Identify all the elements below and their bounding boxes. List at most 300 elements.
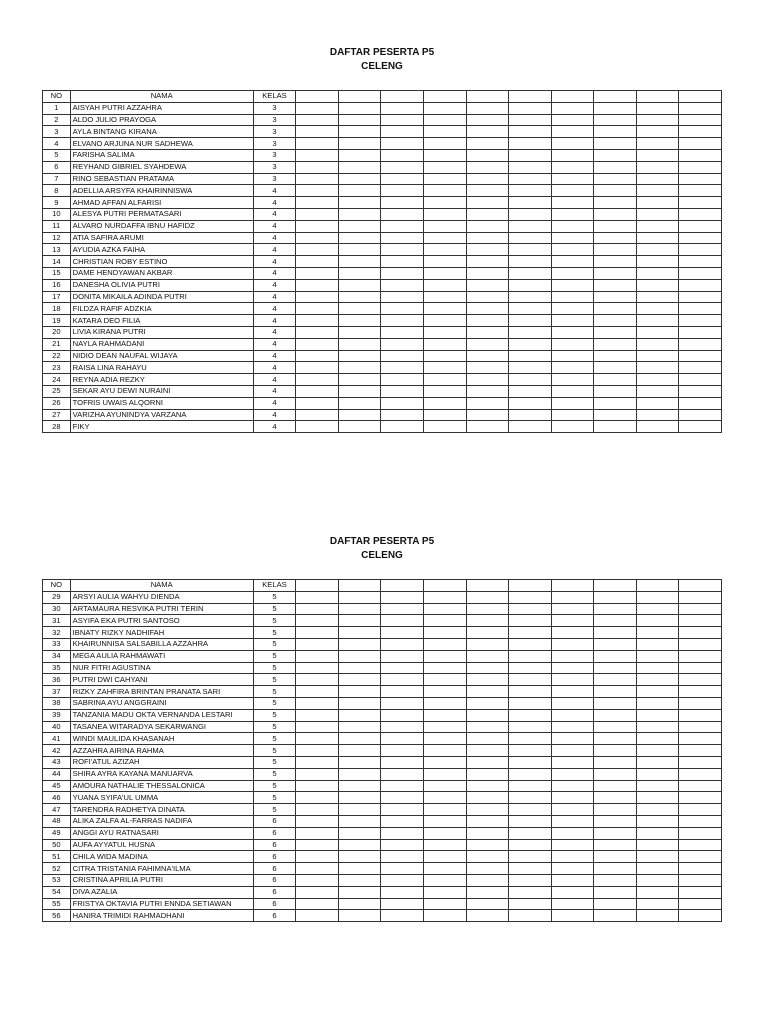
empty-cell (466, 220, 509, 232)
table-row (43, 385, 722, 397)
class-grade: 4 (253, 326, 296, 338)
table-row (43, 256, 722, 268)
participant-name: FRISTYA OKTAVIA PUTRI ENNDA SETIAWAN (70, 898, 253, 910)
header-empty (594, 580, 637, 592)
empty-cell (423, 220, 466, 232)
empty-cell (466, 638, 509, 650)
empty-cell (679, 173, 722, 185)
empty-cell (509, 697, 552, 709)
empty-cell (423, 421, 466, 433)
empty-cell (381, 279, 424, 291)
table-row (43, 627, 722, 639)
empty-cell (636, 638, 679, 650)
empty-cell (296, 315, 339, 327)
row-number: 9 (43, 197, 71, 209)
empty-cell (551, 697, 594, 709)
table-row (43, 138, 722, 150)
empty-cell (594, 839, 637, 851)
table-row (43, 863, 722, 875)
empty-cell (679, 409, 722, 421)
empty-cell (381, 102, 424, 114)
empty-cell (636, 863, 679, 875)
class-grade: 5 (253, 697, 296, 709)
participant-name: SEKAR AYU DEWI NURAINI (70, 385, 253, 397)
row-number: 35 (43, 662, 71, 674)
empty-cell (466, 244, 509, 256)
empty-cell (509, 291, 552, 303)
empty-cell (296, 638, 339, 650)
empty-cell (296, 326, 339, 338)
table-row (43, 721, 722, 733)
header-empty (636, 580, 679, 592)
empty-cell (636, 721, 679, 733)
class-grade: 4 (253, 197, 296, 209)
empty-cell (551, 197, 594, 209)
empty-cell (296, 709, 339, 721)
row-number: 31 (43, 615, 71, 627)
class-grade: 5 (253, 615, 296, 627)
empty-cell (551, 374, 594, 386)
class-grade: 3 (253, 126, 296, 138)
participant-name: FARISHA SALIMA (70, 149, 253, 161)
empty-cell (296, 385, 339, 397)
class-grade: 6 (253, 886, 296, 898)
empty-cell (679, 102, 722, 114)
empty-cell (466, 267, 509, 279)
participant-name: FILDZA RAFIF ADZKIA (70, 303, 253, 315)
empty-cell (466, 291, 509, 303)
empty-cell (423, 185, 466, 197)
class-grade: 5 (253, 674, 296, 686)
empty-cell (551, 910, 594, 922)
empty-cell (551, 114, 594, 126)
empty-cell (636, 898, 679, 910)
empty-cell (679, 114, 722, 126)
empty-cell (466, 756, 509, 768)
empty-cell (594, 397, 637, 409)
table-row (43, 851, 722, 863)
empty-cell (466, 197, 509, 209)
empty-cell (551, 603, 594, 615)
empty-cell (594, 851, 637, 863)
empty-cell (296, 291, 339, 303)
empty-cell (296, 815, 339, 827)
row-number: 52 (43, 863, 71, 875)
empty-cell (423, 374, 466, 386)
empty-cell (551, 326, 594, 338)
empty-cell (636, 385, 679, 397)
header-empty (296, 580, 339, 592)
empty-cell (509, 326, 552, 338)
empty-cell (679, 126, 722, 138)
table-row (43, 161, 722, 173)
class-grade: 5 (253, 650, 296, 662)
table-body (43, 591, 722, 921)
empty-cell (594, 326, 637, 338)
empty-cell (338, 374, 381, 386)
empty-cell (636, 792, 679, 804)
empty-cell (509, 603, 552, 615)
empty-cell (296, 674, 339, 686)
empty-cell (551, 138, 594, 150)
document-title: DAFTAR PESERTA P5 (329, 536, 435, 547)
empty-cell (551, 662, 594, 674)
empty-cell (296, 114, 339, 126)
empty-cell (509, 338, 552, 350)
empty-cell (381, 385, 424, 397)
empty-cell (296, 804, 339, 816)
empty-cell (509, 709, 552, 721)
row-number: 46 (43, 792, 71, 804)
empty-cell (509, 591, 552, 603)
section-header (42, 533, 722, 579)
empty-cell (466, 851, 509, 863)
empty-cell (381, 745, 424, 757)
empty-cell (338, 851, 381, 863)
empty-cell (551, 686, 594, 698)
empty-cell (594, 674, 637, 686)
empty-cell (338, 385, 381, 397)
empty-cell (509, 315, 552, 327)
empty-cell (679, 197, 722, 209)
row-number: 8 (43, 185, 71, 197)
empty-cell (636, 208, 679, 220)
table-row (43, 173, 722, 185)
table-row (43, 291, 722, 303)
empty-cell (594, 315, 637, 327)
class-grade: 5 (253, 603, 296, 615)
empty-cell (509, 910, 552, 922)
empty-cell (423, 898, 466, 910)
empty-cell (381, 874, 424, 886)
empty-cell (338, 591, 381, 603)
empty-cell (381, 886, 424, 898)
empty-cell (338, 638, 381, 650)
empty-cell (509, 615, 552, 627)
empty-cell (509, 898, 552, 910)
empty-cell (423, 338, 466, 350)
empty-cell (509, 303, 552, 315)
empty-cell (551, 615, 594, 627)
participant-table (42, 579, 722, 922)
empty-cell (594, 638, 637, 650)
empty-cell (338, 114, 381, 126)
empty-cell (636, 267, 679, 279)
empty-cell (381, 303, 424, 315)
empty-cell (551, 291, 594, 303)
empty-cell (381, 173, 424, 185)
class-grade: 5 (253, 756, 296, 768)
empty-cell (636, 315, 679, 327)
empty-cell (551, 591, 594, 603)
row-number: 41 (43, 733, 71, 745)
empty-cell (466, 149, 509, 161)
class-grade: 4 (253, 421, 296, 433)
table-row (43, 874, 722, 886)
empty-cell (636, 232, 679, 244)
row-number: 5 (43, 149, 71, 161)
empty-cell (338, 279, 381, 291)
empty-cell (466, 315, 509, 327)
empty-cell (466, 792, 509, 804)
participant-name: SHIRA AYRA KAYANA MANUARVA (70, 768, 253, 780)
empty-cell (423, 291, 466, 303)
empty-cell (679, 220, 722, 232)
empty-cell (509, 256, 552, 268)
empty-cell (679, 863, 722, 875)
empty-cell (679, 149, 722, 161)
empty-cell (296, 839, 339, 851)
empty-cell (423, 815, 466, 827)
empty-cell (338, 627, 381, 639)
document-subtitle: CELENG (361, 550, 403, 561)
empty-cell (679, 851, 722, 863)
empty-cell (594, 768, 637, 780)
empty-cell (381, 709, 424, 721)
empty-cell (636, 815, 679, 827)
empty-cell (509, 173, 552, 185)
empty-cell (423, 303, 466, 315)
empty-cell (381, 114, 424, 126)
class-grade: 5 (253, 733, 296, 745)
empty-cell (338, 697, 381, 709)
empty-cell (466, 326, 509, 338)
empty-cell (423, 315, 466, 327)
empty-cell (636, 161, 679, 173)
empty-cell (338, 615, 381, 627)
table-row (43, 102, 722, 114)
table-row (43, 650, 722, 662)
row-number: 33 (43, 638, 71, 650)
empty-cell (423, 650, 466, 662)
empty-cell (509, 362, 552, 374)
empty-cell (551, 409, 594, 421)
row-number: 19 (43, 315, 71, 327)
empty-cell (466, 126, 509, 138)
empty-cell (296, 792, 339, 804)
empty-cell (594, 792, 637, 804)
empty-cell (594, 220, 637, 232)
class-grade: 5 (253, 591, 296, 603)
empty-cell (551, 886, 594, 898)
empty-cell (338, 874, 381, 886)
empty-cell (509, 397, 552, 409)
header-empty (636, 91, 679, 103)
empty-cell (679, 603, 722, 615)
empty-cell (509, 161, 552, 173)
empty-cell (296, 197, 339, 209)
class-grade: 5 (253, 709, 296, 721)
empty-cell (423, 326, 466, 338)
empty-cell (466, 745, 509, 757)
empty-cell (679, 350, 722, 362)
empty-cell (381, 397, 424, 409)
class-grade: 6 (253, 827, 296, 839)
empty-cell (509, 350, 552, 362)
empty-cell (636, 244, 679, 256)
empty-cell (636, 745, 679, 757)
table-row (43, 279, 722, 291)
header-nama: NAMA (70, 580, 253, 592)
participant-name: KHAIRUNNISA SALSABILLA AZZAHRA (70, 638, 253, 650)
row-number: 12 (43, 232, 71, 244)
empty-cell (509, 197, 552, 209)
empty-cell (338, 326, 381, 338)
empty-cell (679, 338, 722, 350)
empty-cell (636, 374, 679, 386)
table-row (43, 232, 722, 244)
empty-cell (423, 756, 466, 768)
participant-name: DAME HENDYAWAN AKBAR (70, 267, 253, 279)
row-number: 2 (43, 114, 71, 126)
empty-cell (338, 756, 381, 768)
empty-cell (636, 126, 679, 138)
empty-cell (509, 185, 552, 197)
empty-cell (338, 674, 381, 686)
empty-cell (381, 185, 424, 197)
empty-cell (296, 662, 339, 674)
empty-cell (636, 627, 679, 639)
empty-cell (423, 839, 466, 851)
participant-name: CITRA TRISTANIA FAHIMNA'ILMA (70, 863, 253, 875)
header-empty (423, 580, 466, 592)
participant-name: ALIKA ZALFA AL-FARRAS NADIFA (70, 815, 253, 827)
class-grade: 6 (253, 874, 296, 886)
empty-cell (338, 338, 381, 350)
header-nama: NAMA (70, 91, 253, 103)
table-row (43, 839, 722, 851)
empty-cell (551, 173, 594, 185)
empty-cell (551, 185, 594, 197)
empty-cell (679, 362, 722, 374)
empty-cell (466, 874, 509, 886)
empty-cell (466, 650, 509, 662)
empty-cell (423, 208, 466, 220)
empty-cell (509, 421, 552, 433)
participant-list-section-1 (42, 44, 722, 433)
table-row (43, 792, 722, 804)
empty-cell (679, 397, 722, 409)
class-grade: 4 (253, 244, 296, 256)
empty-cell (296, 303, 339, 315)
class-grade: 4 (253, 256, 296, 268)
table-row (43, 768, 722, 780)
row-number: 56 (43, 910, 71, 922)
empty-cell (551, 102, 594, 114)
table-row (43, 185, 722, 197)
table-row (43, 350, 722, 362)
empty-cell (679, 161, 722, 173)
empty-cell (594, 686, 637, 698)
table-row (43, 697, 722, 709)
participant-name: YUANA SYIFA'UL UMMA (70, 792, 253, 804)
empty-cell (594, 898, 637, 910)
empty-cell (594, 804, 637, 816)
empty-cell (381, 686, 424, 698)
empty-cell (338, 898, 381, 910)
empty-cell (423, 102, 466, 114)
class-grade: 5 (253, 780, 296, 792)
empty-cell (509, 733, 552, 745)
empty-cell (423, 709, 466, 721)
empty-cell (296, 721, 339, 733)
empty-cell (594, 591, 637, 603)
empty-cell (338, 780, 381, 792)
empty-cell (466, 721, 509, 733)
empty-cell (594, 733, 637, 745)
class-grade: 3 (253, 161, 296, 173)
participant-name: ROFI'ATUL AZIZAH (70, 756, 253, 768)
empty-cell (594, 161, 637, 173)
empty-cell (338, 173, 381, 185)
empty-cell (338, 161, 381, 173)
empty-cell (381, 827, 424, 839)
empty-cell (594, 603, 637, 615)
empty-cell (551, 721, 594, 733)
header-empty (679, 91, 722, 103)
participant-name: ATIA SAFIRA ARUMI (70, 232, 253, 244)
class-grade: 3 (253, 102, 296, 114)
empty-cell (509, 756, 552, 768)
participant-name: AUFA AYYATUL HUSNA (70, 839, 253, 851)
empty-cell (679, 886, 722, 898)
empty-cell (423, 910, 466, 922)
participant-name: NIDIO DEAN NAUFAL WIJAYA (70, 350, 253, 362)
empty-cell (551, 768, 594, 780)
empty-cell (338, 910, 381, 922)
empty-cell (594, 756, 637, 768)
table-row (43, 220, 722, 232)
empty-cell (381, 149, 424, 161)
empty-cell (338, 733, 381, 745)
empty-cell (296, 603, 339, 615)
participant-name: TARENDRA RADHETYA DINATA (70, 804, 253, 816)
empty-cell (509, 874, 552, 886)
empty-cell (466, 114, 509, 126)
empty-cell (296, 650, 339, 662)
empty-cell (466, 591, 509, 603)
empty-cell (636, 421, 679, 433)
empty-cell (509, 686, 552, 698)
table-row (43, 662, 722, 674)
empty-cell (594, 709, 637, 721)
table-row (43, 780, 722, 792)
participant-name: CHILA WIDA MADINA (70, 851, 253, 863)
empty-cell (338, 839, 381, 851)
empty-cell (381, 697, 424, 709)
empty-cell (381, 220, 424, 232)
empty-cell (296, 627, 339, 639)
table-row (43, 409, 722, 421)
empty-cell (296, 256, 339, 268)
row-number: 42 (43, 745, 71, 757)
class-grade: 4 (253, 350, 296, 362)
empty-cell (679, 674, 722, 686)
header-empty (381, 580, 424, 592)
empty-cell (551, 303, 594, 315)
empty-cell (381, 615, 424, 627)
class-grade: 4 (253, 374, 296, 386)
row-number: 32 (43, 627, 71, 639)
empty-cell (636, 886, 679, 898)
empty-cell (594, 650, 637, 662)
empty-cell (551, 315, 594, 327)
row-number: 6 (43, 161, 71, 173)
row-number: 3 (43, 126, 71, 138)
class-grade: 4 (253, 409, 296, 421)
participant-table (42, 90, 722, 433)
row-number: 36 (43, 674, 71, 686)
